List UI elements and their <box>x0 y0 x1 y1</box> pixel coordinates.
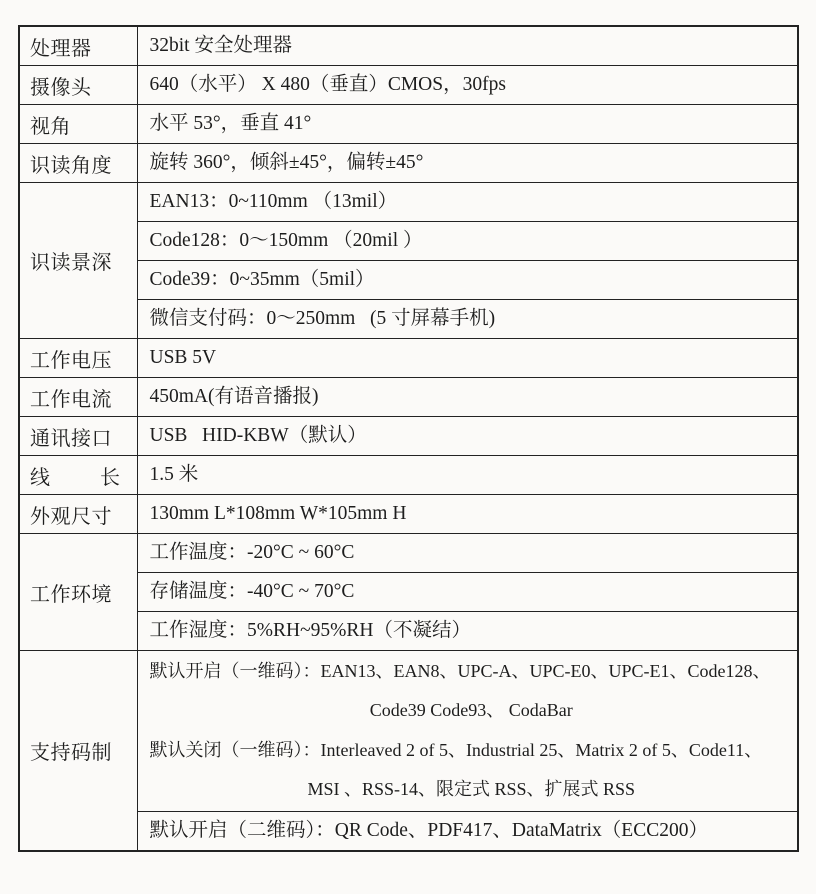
row-value-dimensions <box>137 495 798 534</box>
row-value-depth-of-field-2 <box>137 222 798 261</box>
value-line: 450mA(有语音播报) <box>149 386 319 407</box>
row-label-environment: 工作环境 <box>19 534 137 651</box>
row-label-cable-length: 线 长 <box>19 456 137 495</box>
table-row <box>19 144 798 183</box>
row-value-processor <box>137 26 798 66</box>
value-line: USB 5V <box>149 347 217 368</box>
row-value-view-angle <box>137 105 798 144</box>
value-line: Code39：0~35mm（5mil） <box>149 269 375 290</box>
table-row <box>19 456 798 495</box>
value-line: Code128：0～150mm （20mil ） <box>149 230 423 251</box>
value-line: 水平 53°，垂直 41° <box>149 113 312 134</box>
table-row <box>19 534 798 573</box>
value-line: 640（水平） X 480（垂直）CMOS，30fps <box>149 74 506 95</box>
row-value-symbologies-2 <box>137 811 798 851</box>
table-row <box>19 339 798 378</box>
value-line: 工作湿度：5%RH~95%RH（不凝结） <box>149 620 471 641</box>
row-value-environment-3 <box>137 612 798 651</box>
value-line: 旋转 360°，倾斜±45°，偏转±45° <box>149 152 424 173</box>
row-value-depth-of-field-4 <box>137 300 798 339</box>
row-value-depth-of-field-3 <box>137 261 798 300</box>
row-value-voltage <box>137 339 798 378</box>
value-line: 1.5 米 <box>149 464 199 485</box>
table-row <box>19 495 798 534</box>
row-value-depth-of-field-1 <box>137 183 798 222</box>
table-row <box>19 651 798 812</box>
row-value-reading-angle <box>137 144 798 183</box>
row-label-symbologies: 支持码制 <box>19 651 137 851</box>
value-line: 存储温度：-40°C ~ 70°C <box>149 581 355 602</box>
value-line: 工作温度：-20°C ~ 60°C <box>149 542 355 563</box>
row-label-processor: 处理器 <box>19 26 137 66</box>
value-line: 默认开启（二维码）：QR Code、PDF417、DataMatrix（ECC200） <box>149 819 708 841</box>
row-label-reading-angle: 识读角度 <box>19 144 137 183</box>
spec-table <box>18 25 799 852</box>
value-line: 微信支付码：0～250mm (5 寸屏幕手机) <box>149 308 496 329</box>
value-line: 默认开启（一维码）：EAN13、EAN8、UPC-A、UPC-E0、UPC-E1、Code128、 <box>149 661 771 681</box>
value-line: 默认关闭（一维码）：Interleaved 2 of 5、Industrial 25、Matrix 2 of 5、Code11、 <box>149 739 763 760</box>
table-row <box>19 378 798 417</box>
row-value-symbologies-1 <box>137 651 798 812</box>
value-line: 130mm L*108mm W*105mm H <box>149 503 407 524</box>
table-row <box>19 417 798 456</box>
row-label-view-angle: 视角 <box>19 105 137 144</box>
value-line: Code39 Code93、 CodaBar <box>369 700 573 721</box>
row-label-interface: 通讯接口 <box>19 417 137 456</box>
row-label-camera: 摄像头 <box>19 66 137 105</box>
table-row <box>19 26 798 66</box>
row-label-depth-of-field: 识读景深 <box>19 183 137 339</box>
value-line: 32bit 安全处理器 <box>149 35 292 56</box>
row-value-cable-length <box>137 456 798 495</box>
table-row <box>19 183 798 222</box>
row-value-camera <box>137 66 798 105</box>
row-value-environment-2 <box>137 573 798 612</box>
value-line: EAN13：0~110mm （13mil） <box>149 191 398 212</box>
value-line: USB HID-KBW（默认） <box>149 425 367 446</box>
spec-table-body <box>19 26 798 851</box>
row-label-voltage: 工作电压 <box>19 339 137 378</box>
table-row <box>19 105 798 144</box>
row-value-environment-1 <box>137 534 798 573</box>
row-value-current <box>137 378 798 417</box>
table-row <box>19 66 798 105</box>
row-value-interface <box>137 417 798 456</box>
value-line: MSI 、RSS-14、限定式 RSS、扩展式 RSS <box>307 779 636 800</box>
row-label-current: 工作电流 <box>19 378 137 417</box>
row-label-dimensions: 外观尺寸 <box>19 495 137 534</box>
